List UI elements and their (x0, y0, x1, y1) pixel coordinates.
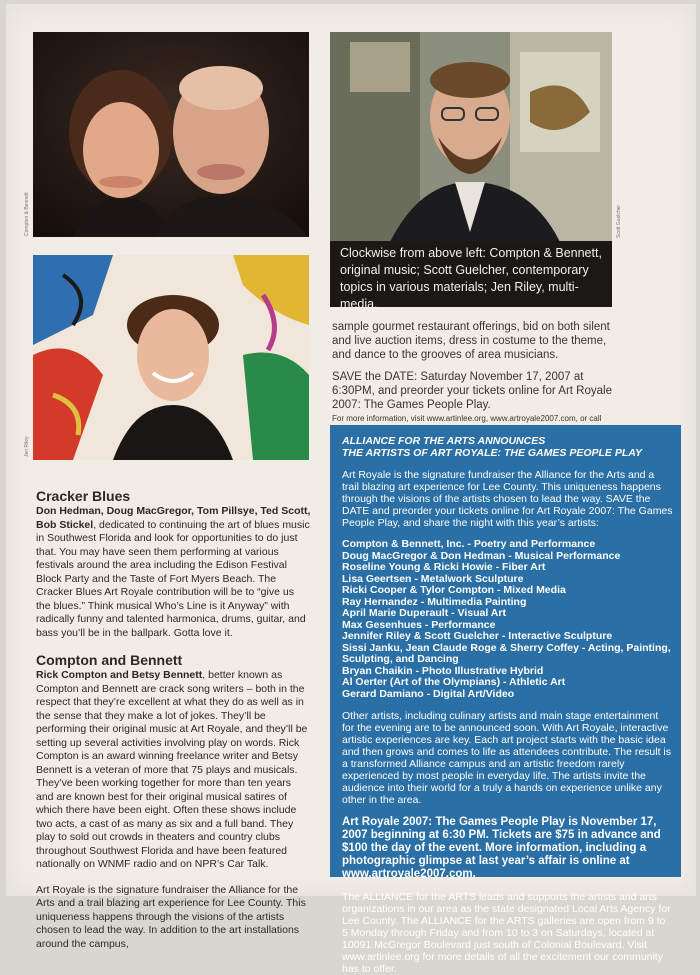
box-other-artists: Other artists, including culinary artists and main stage entertainment for the evening are to be announced soon. With Art Royale, interactive artistic experiences are key. Each art project starts with the basic idea and then grows and comes to life as attendees contribute. The result is a transformed Alliance campus and an artistic freedom rarely experienced by most people in everyday life. The artists invite the audience into their world for a truly a hands on experience unlike any other in the area. (342, 710, 671, 806)
photo-credit-riley: Jen Riley (24, 436, 30, 457)
riley-portrait (33, 255, 309, 460)
artist-list (342, 539, 673, 700)
compton-bennett-body: , better known as Compton and Bennett are crack song writers – both in the respect that they’re excellent at what they do as well as in the sense that they make a lot of jokes. They’ll be performing their original music at Art Royale, and they’ll be setting up several activities involving play on words. Rick Compton is an award winning freelance writer and Betsy Bennett is a veteran of more that 75 plays and musicals. They’ve been working together for more than ten years and are known best for their original musical satires of which there have been eight. Often these shows include two acts, a cast of as many as six and a full band. They play to sold out crowds in theaters and country clubs throughout Southwest Florida and have been featured nationally on WNMF radio and on NPR’s Car Talk. (36, 669, 308, 870)
box-heading-1: ALLIANCE FOR THE ARTS ANNOUNCES (342, 435, 546, 447)
artist-item: Ray Hernandez - Multimedia Painting (342, 595, 527, 608)
middle-column (332, 320, 614, 442)
save-the-date: SAVE the DATE: Saturday November 17, 2007 at 6:30PM, and preorder your tickets online for Art Royale 2007: The Games People Play. (332, 371, 612, 411)
closing-paragraph: Art Royale is the signature fundraiser the Alliance for the Arts and a trail blazing art experience for Lee County. This uniqueness happens through the visions of the artists chosen to lead the way. In addition to the art installations around the campus, (36, 883, 306, 950)
photo-scott-guelcher (330, 32, 612, 242)
compton-bennett-members: Rick Compton and Betsy Bennett (36, 669, 203, 681)
photo-jen-riley (33, 255, 309, 460)
artist-item: Roseline Young & Ricki Howie - Fiber Art (342, 561, 546, 573)
left-column (36, 488, 311, 951)
cracker-blues-members: Don Hedman, Doug MacGregor, Tom Pillsye, Ted Scott, Bob Stickel (36, 505, 311, 531)
photo-credit-guelcher: Scott Guelcher (616, 204, 622, 238)
artist-item: Ricki Cooper & Tylor Compton - Mixed Media (342, 584, 566, 596)
cracker-blues-paragraph (36, 505, 311, 640)
box-event-details: Art Royale 2007: The Games People Play is November 17, 2007 beginning at 6:30 PM. Tickets are $75 in advance and $100 the day of the event. More information, including a photographic glimpse at last year’s affair is online at www.artroyale2007.com. (342, 816, 661, 880)
compton-bennett-heading: Compton and Bennett (36, 652, 183, 668)
artist-item: Gerard Damiano - Digital Art/Video (342, 687, 515, 700)
photo-compton-bennett (33, 32, 309, 237)
artist-item: Max Gesenhues - Performance (342, 618, 496, 631)
box-intro: Art Royale is the signature fundraiser the Alliance for the Arts and a trail blazing art experience for Lee County. This uniqueness happens through the visions of the artists chosen to lead the way. SAVE the DATE and preorder your tickets online for Art Royale 2007: The Games People Play, and share the night with this year’s artists: (342, 469, 673, 529)
box-heading-2: THE ARTISTS OF ART ROYALE: THE GAMES PEOPLE PLAY (342, 447, 643, 459)
artist-item: Sissi Janku, Jean Claude Roge & Sherry Coffey - Acting, Painting, Sculpting, and Dancing (342, 641, 671, 665)
magazine-page (6, 4, 696, 975)
box-alliance-info: The ALLIANCE for the ARTS leads and supports the artists and arts organizations in our area as the state designated Local Arts Agency for Lee County. The ALLIANCE for the ARTS galleries are open from 9 to 5 Monday through Friday and from 10 to 3 on Saturdays, located at 10091 McGregor Boulevard just south of Colonial Boulevard. Visit www.artinlee.org for more details of all the excitement our community has to offer. (342, 891, 671, 975)
photo-caption: Clockwise from above left: Compton & Bennett, original music; Scott Guelcher, contemporary topics in various materials; Jen Riley, multi-media. (330, 241, 612, 307)
artist-item: Doug MacGregor & Don Hedman - Musical Performance (342, 549, 621, 562)
more-info: For more information, visit www.artinlee.org, www.artroyale2007.com, or call (332, 414, 602, 423)
photo-credit-compton-bennett: Compton & Bennett (24, 192, 30, 236)
artist-item: Bryan Chaikin - Photo Illustrative Hybrid (342, 664, 544, 677)
artist-item: April Marie Duperault - Visual Art (342, 607, 506, 619)
announcement-box (330, 425, 681, 975)
guelcher-portrait (330, 32, 612, 242)
cracker-blues-body: , dedicated to continuing the art of blues music in Southwest Florida and look for opportunities to do just that. You may have seen them performing at various festivals around the area including the Edison Festival Block Party and the Taste of Fort Myers Beach. The Cracker Blues Art Royale contribution will be to “give us the blues.” Think musical Who’s Line is it Anyway” with radically funny and talented harmonica, drums, guitar, and bass you’ll be in the ballpark. Gotta love it. (36, 518, 310, 639)
cracker-blues-heading: Cracker Blues (36, 488, 131, 504)
artist-item: Al Oerter (Art of the Olympians) - Athletic Art (342, 676, 566, 688)
compton-bennett-paragraph (36, 669, 311, 872)
artist-item: Compton & Bennett, Inc. - Poetry and Performance (342, 538, 596, 550)
compton-bennett-portrait (33, 32, 309, 237)
continued-paragraph: sample gourmet restaurant offerings, bid on both silent and live auction items, dress in costume to the theme, and dance to the grooves of area musicians. (332, 321, 610, 361)
artist-item: Lisa Geertsen - Metalwork Sculpture (342, 572, 524, 585)
artist-item: Jennifer Riley & Scott Guelcher - Interactive Sculpture (342, 630, 613, 642)
